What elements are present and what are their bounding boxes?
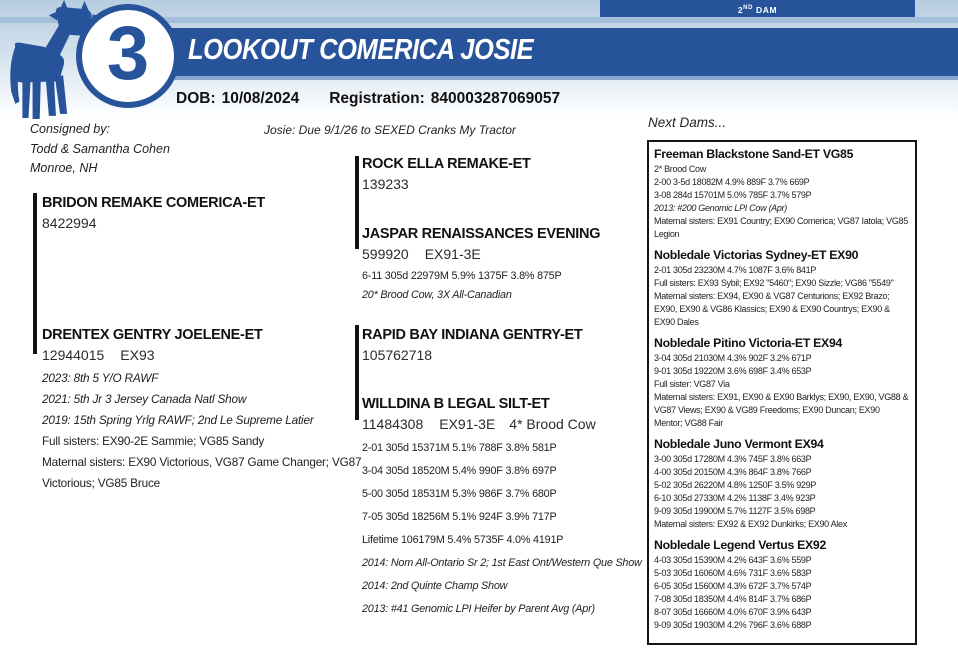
registration-number: 139233 [362, 176, 409, 192]
classification-score: EX91-3E [424, 246, 481, 262]
genomic-note: 2013: #200 Genomic LPI Cow (Apr) [654, 203, 787, 213]
lactation-record: 4-00 305d 20150M 4.3% 864F 3.8% 766P [654, 467, 812, 477]
sisters-note: Full sister: VG87 Via [654, 379, 730, 389]
lactation-record: 4-03 305d 15390M 4.2% 643F 3.6% 559P [654, 555, 812, 565]
animal-details [42, 368, 366, 494]
consignor-block [30, 120, 170, 179]
next-dam-entry [654, 538, 910, 632]
pedigree-bracket-left [33, 193, 37, 354]
sisters-note: Maternal sisters: EX91 Country; EX90 Comerica; VG87 Iatola; VG85 Legion [654, 216, 908, 239]
lot-number: 3 [106, 11, 150, 96]
registration-number: 599920 [362, 246, 409, 262]
registration-number: 8422994 [42, 215, 97, 231]
due-note: Josie: Due 9/1/26 to SEXED Cranks My Tractor [264, 123, 516, 137]
dob-value: 10/08/2024 [221, 90, 300, 107]
sisters-note: Maternal sisters: EX91, EX90 & EX90 Barklys; EX90, EX90, VG88 & VG87 Views; EX90 & VG89 Freedoms; EX90 Duncan; EX90 Mentor; VG88 Fair [654, 392, 909, 428]
sisters-note: Full sisters: EX90-2E Sammie; VG85 Sandy [42, 434, 265, 448]
next-dams-box [647, 140, 917, 645]
photo-caption-2nd-dam [600, 0, 915, 17]
next-dam-entry [654, 336, 910, 430]
next-dams-title: Next Dams... [648, 115, 727, 130]
lactation-record: 8-07 305d 16660M 4.0% 670F 3.9% 643P [654, 607, 812, 617]
animal-name: Freeman Blackstone Sand-ET VG85 [654, 147, 854, 161]
animal-name-title: LOOKOUT COMERICA JOSIE [188, 34, 534, 66]
classification-score: EX91-3E [439, 416, 496, 432]
registration-line [362, 416, 674, 432]
animal-name: Nobledale Victorias Sydney-ET EX90 [654, 248, 859, 262]
show-result: 2019: 15th Spring Yrlg RAWF; 2nd Le Supreme Latier [42, 413, 314, 427]
registration-line [42, 347, 366, 363]
registration-value: 840003287069057 [430, 90, 561, 107]
lactation-record: 9-09 305d 19900M 5.7% 1127F 3.5% 698P [654, 506, 816, 516]
animal-name: RAPID BAY INDIANA GENTRY-ET [362, 327, 583, 343]
dob-label: DOB: [176, 90, 216, 107]
animal-name: JASPAR RENAISSANCES EVENING [362, 226, 601, 242]
brood-cow-note: 2* Brood Cow [654, 164, 706, 174]
lifetime-record: Lifetime 106179M 5.4% 5735F 4.0% 4191P [362, 534, 564, 546]
classification-score: EX93 [120, 347, 155, 363]
animal-name: WILLDINA B LEGAL SILT-ET [362, 396, 550, 412]
animal-name: Nobledale Juno Vermont EX94 [654, 437, 824, 451]
lactation-record: 6-10 305d 27330M 4.2% 1138F 3.4% 923P [654, 493, 816, 503]
sisters-note: Full sisters: EX93 Sybil; EX92 "5460"; EX90 Sizzle; VG86 "5549" [654, 278, 894, 288]
brood-cow-note: 4* Brood Cow [509, 416, 596, 432]
sisters-note: Maternal sisters: EX90 Victorious, VG87 Game Changer; VG87 Victorious; VG85 Bruce [42, 455, 362, 490]
animal-name: Nobledale Legend Vertus EX92 [654, 538, 827, 552]
lactation-record: 3-00 305d 17280M 4.3% 745F 3.8% 663P [654, 454, 812, 464]
lactation-record: 5-02 305d 26220M 4.8% 1250F 3.5% 929P [654, 480, 817, 490]
consignor-location: Monroe, NH [30, 161, 98, 175]
caption-number: 2 [737, 4, 744, 15]
lactation-record: 6-05 305d 15600M 4.3% 672F 3.7% 574P [654, 581, 812, 591]
registration-number: 105762718 [362, 347, 433, 363]
animal-name: DRENTEX GENTRY JOELENE-ET [42, 327, 263, 343]
caption-word: DAM [756, 4, 778, 15]
lactation-record: 5-00 305d 18531M 5.3% 986F 3.7% 680P [362, 488, 557, 500]
show-result: 2021: 5th Jr 3 Jersey Canada Natl Show [42, 392, 247, 406]
next-dam-entry [654, 248, 910, 329]
show-result: 2014: 2nd Quinte Champ Show [362, 580, 508, 592]
show-result: 2023: 8th 5 Y/O RAWF [42, 371, 159, 385]
pedigree-sire-dam [362, 226, 662, 304]
registration-label: Registration: [329, 90, 425, 107]
pedigree-bracket-sire-side [355, 156, 359, 249]
consignor-name: Todd & Samantha Cohen [30, 141, 170, 156]
show-result: 2014: Nom All-Ontario Sr 2; 1st East Ont/Western Que Show [362, 557, 642, 569]
dob-registration-row [176, 90, 560, 108]
lactation-record: 7-05 305d 18256M 5.1% 924F 3.9% 717P [362, 511, 557, 523]
brood-cow-note: 20* Brood Cow, 3X All-Canadian [362, 288, 512, 301]
animal-name: ROCK ELLA REMAKE-ET [362, 156, 531, 172]
lactation-record: 2-01 305d 15371M 5.1% 788F 3.8% 581P [362, 442, 557, 454]
animal-details [362, 437, 674, 621]
lactation-record: 5-03 305d 16060M 4.6% 731F 3.6% 583P [654, 568, 812, 578]
lactation-record: 3-04 305d 18520M 5.4% 990F 3.8% 697P [362, 465, 557, 477]
next-dam-entry [654, 437, 910, 531]
pedigree-dam [42, 327, 366, 494]
pedigree-sire-sire [362, 156, 531, 192]
sisters-note: Maternal sisters: EX92 & EX92 Dunkirks; EX90 Alex [654, 519, 847, 529]
lactation-record: 3-08 284d 15701M 5.0% 785F 3.7% 579P [654, 190, 812, 200]
lactation-record: 2-01 305d 23230M 4.7% 1087F 3.6% 841P [654, 265, 817, 275]
lot-number-badge [76, 4, 180, 108]
pedigree-dam-dam [362, 396, 674, 621]
lactation-record: 2-00 3-5d 18082M 4.9% 889F 3.7% 669P [654, 177, 810, 187]
caption-ordinal: ND [743, 5, 754, 11]
pedigree-sire [42, 195, 265, 231]
lactation-record: 9-09 305d 19030M 4.2% 796F 3.6% 688P [654, 620, 812, 630]
animal-details [362, 267, 662, 304]
next-dam-entry [654, 147, 910, 241]
registration-number: 12944015 [42, 347, 105, 363]
registration-number: 11484308 [362, 416, 424, 432]
animal-name: BRIDON REMAKE COMERICA-ET [42, 195, 265, 211]
sisters-note: Maternal sisters: EX94, EX90 & VG87 Centurions; EX92 Brazo; EX90, EX90 & VG86 Klassics; EX90 & EX90 Countrys; EX90 & EX90 Dales [654, 291, 890, 327]
lactation-record: 7-08 305d 18350M 4.4% 814F 3.7% 686P [654, 594, 812, 604]
lactation-record: 9-01 305d 19220M 3.6% 698F 3.4% 653P [654, 366, 812, 376]
lactation-record: 6-11 305d 22979M 5.9% 1375F 3.8% 875P [362, 270, 562, 282]
pedigree-dam-sire [362, 327, 582, 363]
consignor-label: Consigned by: [30, 122, 110, 136]
registration-line [362, 246, 662, 262]
title-banner [158, 28, 958, 80]
animal-name: Nobledale Pitino Victoria-ET EX94 [654, 336, 843, 350]
show-result: 2013: #41 Genomic LPI Heifer by Parent Avg (Apr) [362, 603, 595, 615]
lactation-record: 3-04 305d 21030M 4.3% 902F 3.2% 671P [654, 353, 812, 363]
